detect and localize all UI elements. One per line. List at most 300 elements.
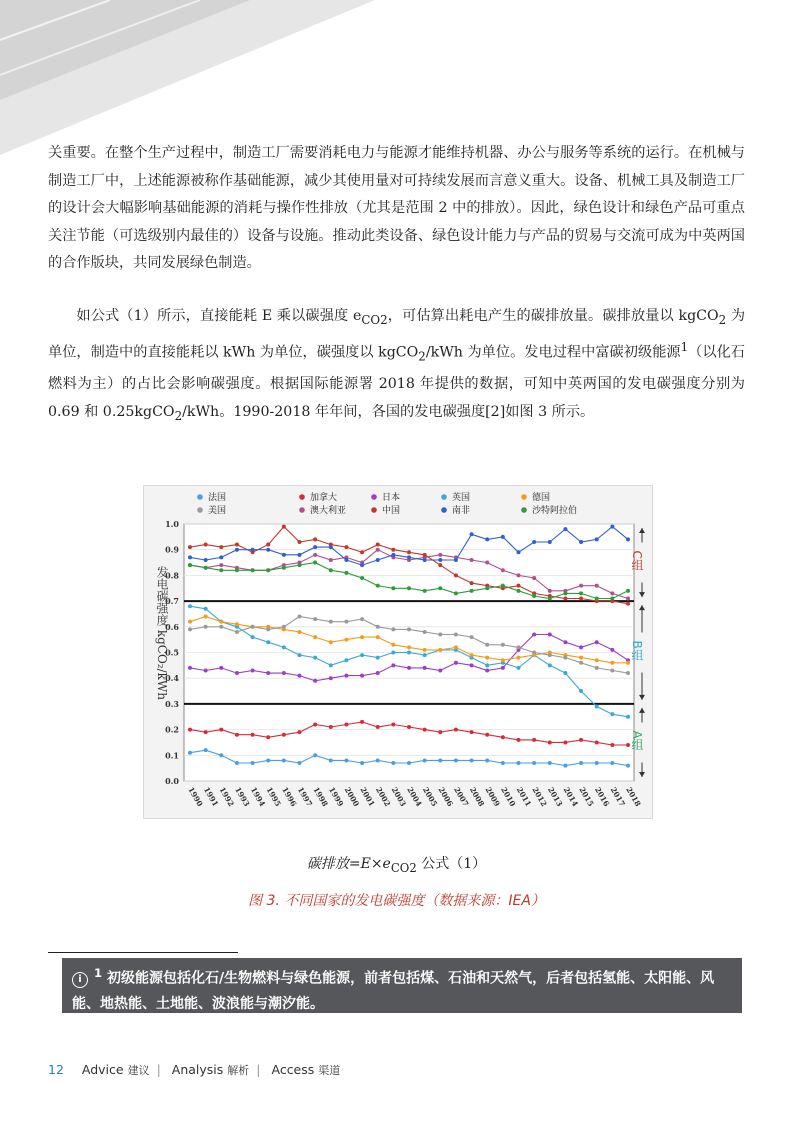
data-point xyxy=(219,728,223,732)
legend-label: 加拿大 xyxy=(310,493,338,503)
y-tick-label: 0.5 xyxy=(165,647,179,658)
data-point xyxy=(329,558,333,562)
legend-marker xyxy=(371,507,377,513)
data-point xyxy=(438,563,442,567)
data-point xyxy=(251,761,255,765)
data-point xyxy=(329,640,333,644)
data-point xyxy=(517,738,521,742)
data-point xyxy=(610,743,614,747)
data-point xyxy=(470,589,474,593)
data-point xyxy=(329,725,333,729)
data-point xyxy=(438,758,442,762)
data-point xyxy=(626,602,630,606)
footer-analysis[interactable]: Analysis 解析 xyxy=(171,1062,250,1077)
data-point xyxy=(376,625,380,629)
data-point xyxy=(329,663,333,667)
data-point xyxy=(579,591,583,595)
data-point xyxy=(266,758,270,762)
data-point xyxy=(329,758,333,762)
data-point xyxy=(298,630,302,634)
data-point xyxy=(626,661,630,665)
data-point xyxy=(329,676,333,680)
data-point xyxy=(501,584,505,588)
data-point xyxy=(485,733,489,737)
x-tick-label: 2004 xyxy=(405,785,424,809)
data-point xyxy=(438,730,442,734)
data-point xyxy=(517,656,521,660)
data-point xyxy=(532,594,536,598)
data-point xyxy=(235,568,239,572)
footer-advice[interactable]: Advice 建议 xyxy=(81,1062,150,1077)
data-point xyxy=(391,586,395,590)
data-point xyxy=(204,566,208,570)
data-point xyxy=(579,689,583,693)
data-point xyxy=(298,674,302,678)
data-point xyxy=(517,761,521,765)
data-point xyxy=(501,666,505,670)
data-point xyxy=(548,540,552,544)
data-point xyxy=(282,553,286,557)
data-point xyxy=(501,568,505,572)
data-point xyxy=(313,656,317,660)
y-tick-label: 0.6 xyxy=(165,621,179,632)
data-point xyxy=(313,617,317,621)
data-point xyxy=(376,635,380,639)
group-arrow xyxy=(639,592,645,597)
data-point xyxy=(251,668,255,672)
data-point xyxy=(360,550,364,554)
data-point xyxy=(407,586,411,590)
data-point xyxy=(423,589,427,593)
data-point xyxy=(313,545,317,549)
legend-label: 中国 xyxy=(382,506,401,516)
data-point xyxy=(282,758,286,762)
data-point xyxy=(595,640,599,644)
data-point xyxy=(485,668,489,672)
legend-marker xyxy=(299,494,305,500)
data-point xyxy=(610,668,614,672)
data-point xyxy=(407,550,411,554)
data-point xyxy=(517,573,521,577)
data-point xyxy=(391,643,395,647)
data-point xyxy=(454,591,458,595)
x-tick-label: 1999 xyxy=(327,785,346,809)
data-point xyxy=(344,658,348,662)
data-point xyxy=(391,651,395,655)
data-point xyxy=(470,532,474,536)
x-tick-label: 2014 xyxy=(561,785,580,809)
data-point xyxy=(517,666,521,670)
data-point xyxy=(579,738,583,742)
data-point xyxy=(235,622,239,626)
data-point xyxy=(485,586,489,590)
x-tick-label: 1993 xyxy=(233,785,252,809)
data-point xyxy=(610,525,614,529)
x-tick-label: 1995 xyxy=(264,785,283,809)
data-point xyxy=(204,607,208,611)
data-point xyxy=(563,671,567,675)
y-axis-label: 发电碳强度 kgCO₂/kWh xyxy=(155,566,169,700)
data-point xyxy=(188,751,192,755)
data-point xyxy=(610,761,614,765)
data-point xyxy=(454,758,458,762)
page-footer: 12 Advice 建议 | Analysis 解析 | Access 渠道 xyxy=(48,1062,341,1077)
data-point xyxy=(454,645,458,649)
legend-label: 英国 xyxy=(452,493,471,503)
data-point xyxy=(423,630,427,634)
legend-marker xyxy=(521,507,527,513)
y-tick-label: 0.0 xyxy=(165,776,179,786)
data-point xyxy=(532,761,536,765)
data-point xyxy=(423,653,427,657)
data-point xyxy=(470,635,474,639)
data-point xyxy=(423,553,427,557)
data-point xyxy=(407,761,411,765)
data-point xyxy=(470,663,474,667)
data-point xyxy=(595,761,599,765)
data-point xyxy=(219,666,223,670)
data-point xyxy=(376,558,380,562)
data-point xyxy=(360,674,364,678)
legend-label: 澳大利亚 xyxy=(310,506,347,516)
x-tick-label: 2008 xyxy=(467,785,487,809)
data-point xyxy=(266,548,270,552)
x-tick-label: 2002 xyxy=(373,785,393,809)
data-point xyxy=(501,658,505,662)
data-point xyxy=(407,666,411,670)
data-point xyxy=(313,722,317,726)
data-point xyxy=(360,635,364,639)
data-point xyxy=(219,555,223,559)
data-point xyxy=(423,558,427,562)
data-point xyxy=(376,656,380,660)
legend-marker xyxy=(441,494,447,500)
page-number: 12 xyxy=(48,1062,64,1077)
data-point xyxy=(219,563,223,567)
data-point xyxy=(266,627,270,631)
data-point xyxy=(610,712,614,716)
data-point xyxy=(360,761,364,765)
data-point xyxy=(235,630,239,634)
data-point xyxy=(548,653,552,657)
data-point xyxy=(438,668,442,672)
data-point xyxy=(360,576,364,580)
data-point xyxy=(454,661,458,665)
x-tick-label: 2006 xyxy=(436,785,455,809)
x-tick-label: 2012 xyxy=(530,785,549,809)
x-tick-label: 1990 xyxy=(186,785,205,809)
data-point xyxy=(626,715,630,719)
data-point xyxy=(438,558,442,562)
data-point xyxy=(423,728,427,732)
data-point xyxy=(407,555,411,559)
data-point xyxy=(595,597,599,601)
legend-marker xyxy=(371,494,377,500)
group-label: C组 xyxy=(630,550,644,571)
data-point xyxy=(298,563,302,567)
data-point xyxy=(563,740,567,744)
group-arrow xyxy=(639,708,645,713)
data-point xyxy=(329,545,333,549)
data-point xyxy=(313,635,317,639)
legend-marker xyxy=(299,507,305,513)
data-point xyxy=(235,671,239,675)
data-point xyxy=(298,540,302,544)
data-point xyxy=(626,671,630,675)
data-point xyxy=(313,753,317,757)
data-point xyxy=(266,543,270,547)
data-point xyxy=(579,597,583,601)
data-point xyxy=(595,537,599,541)
data-point xyxy=(407,627,411,631)
data-point xyxy=(298,761,302,765)
legend-label: 南非 xyxy=(452,506,471,516)
data-point xyxy=(501,643,505,647)
info-icon: i xyxy=(72,972,88,988)
data-point xyxy=(595,658,599,662)
data-point xyxy=(360,720,364,724)
y-tick-label: 1.0 xyxy=(165,519,179,529)
data-point xyxy=(391,548,395,552)
footnote-text: 初级能源包括化石/生物燃料与绿色能源，前者包括煤、石油和天然气，后者包括氢能、太阳能、风能、地热能、土地能、波浪能与潮汐能。 xyxy=(72,970,715,1012)
group-arrow xyxy=(639,528,645,533)
data-point xyxy=(485,656,489,660)
y-tick-label: 0.2 xyxy=(165,724,179,735)
data-point xyxy=(438,633,442,637)
data-point xyxy=(470,758,474,762)
data-point xyxy=(219,568,223,572)
legend-marker xyxy=(441,507,447,513)
footnote-rule xyxy=(48,952,238,953)
footer-access[interactable]: Access 渠道 xyxy=(271,1062,341,1077)
data-point xyxy=(454,728,458,732)
data-point xyxy=(376,725,380,729)
data-point xyxy=(548,633,552,637)
group-arrow xyxy=(639,605,645,610)
data-point xyxy=(188,545,192,549)
data-point xyxy=(188,666,192,670)
data-point xyxy=(188,620,192,624)
data-point xyxy=(610,648,614,652)
data-point xyxy=(563,764,567,768)
group-label: B组 xyxy=(630,640,644,661)
formula-1: 碳排放$=E\times e_{CO2}$ 公式（1） xyxy=(306,856,487,875)
data-point xyxy=(595,740,599,744)
legend-label: 德国 xyxy=(532,493,551,503)
corner-decoration xyxy=(0,0,400,160)
data-point xyxy=(391,761,395,765)
data-point xyxy=(313,553,317,557)
data-point xyxy=(204,668,208,672)
data-point xyxy=(298,653,302,657)
data-point xyxy=(204,615,208,619)
data-point xyxy=(219,545,223,549)
data-point xyxy=(532,651,536,655)
data-point xyxy=(298,615,302,619)
x-tick-label: 2001 xyxy=(358,785,377,809)
x-tick-label: 2000 xyxy=(342,785,361,809)
data-point xyxy=(344,722,348,726)
data-point xyxy=(391,627,395,631)
data-point xyxy=(313,537,317,541)
data-point xyxy=(344,545,348,549)
data-point xyxy=(251,568,255,572)
data-point xyxy=(470,653,474,657)
data-point xyxy=(517,550,521,554)
data-point xyxy=(563,640,567,644)
data-point xyxy=(454,558,458,562)
figure-caption: 图 3. 不同国家的发电碳强度（数据来源：IEA） xyxy=(248,893,545,909)
data-point xyxy=(376,758,380,762)
data-point xyxy=(282,671,286,675)
data-point xyxy=(313,679,317,683)
data-point xyxy=(407,725,411,729)
legend-label: 日本 xyxy=(382,493,401,503)
data-point xyxy=(548,589,552,593)
data-point xyxy=(204,558,208,562)
legend-label: 法国 xyxy=(208,493,227,503)
data-point xyxy=(579,645,583,649)
data-point xyxy=(423,666,427,670)
data-point xyxy=(438,553,442,557)
y-tick-label: 0.3 xyxy=(165,698,179,709)
data-point xyxy=(485,758,489,762)
data-point xyxy=(548,740,552,744)
y-tick-label: 0.7 xyxy=(165,596,179,607)
data-point xyxy=(423,648,427,652)
footnote-box xyxy=(62,958,742,1013)
data-point xyxy=(235,733,239,737)
legend-marker xyxy=(197,507,203,513)
data-point xyxy=(188,728,192,732)
data-point xyxy=(485,561,489,565)
data-point xyxy=(235,548,239,552)
footnote-mark: 1 xyxy=(94,966,103,980)
data-point xyxy=(548,597,552,601)
data-point xyxy=(548,663,552,667)
data-point xyxy=(266,640,270,644)
data-point xyxy=(501,735,505,739)
y-tick-label: 0.9 xyxy=(165,544,179,555)
data-point xyxy=(485,663,489,667)
x-tick-label: 1991 xyxy=(201,785,221,809)
x-tick-label: 2003 xyxy=(389,785,408,809)
data-point xyxy=(251,548,255,552)
x-tick-label: 2016 xyxy=(592,785,612,809)
data-point xyxy=(579,584,583,588)
data-point xyxy=(188,563,192,567)
data-point xyxy=(563,656,567,660)
data-point xyxy=(470,730,474,734)
data-point xyxy=(204,543,208,547)
body-paragraph-2: 如公式（1）所示，直接能耗 E 乘以碳强度 $e_{CO2}$，可估算出耗电产生的碳排放量。碳排放量以 kgCO$_2$ 为单位，制造中的直接能耗以 kWh 为单位，碳强度以 kgCO$_2$/kWh 为单位。发电过程中富碳初级能源$^1$（以化石燃料为主）的占比会影响碳强度。根据国际能源署 2018 年提供的数据，可知中英两国的发电碳强度分别为 0.69 和 0.25kgCO$_2$/kWh。1990-2018 年年间，各国的发电碳强度[2]如图 3 所示。 xyxy=(48,308,746,423)
x-tick-label: 1992 xyxy=(217,785,236,809)
data-point xyxy=(610,661,614,665)
data-point xyxy=(391,663,395,667)
data-point xyxy=(517,589,521,593)
y-tick-label: 0.4 xyxy=(165,673,179,684)
data-point xyxy=(517,584,521,588)
data-point xyxy=(595,584,599,588)
data-point xyxy=(391,722,395,726)
x-tick-label: 2009 xyxy=(483,785,502,809)
data-point xyxy=(219,625,223,629)
x-tick-label: 2017 xyxy=(608,785,627,809)
data-point xyxy=(438,648,442,652)
data-point xyxy=(219,620,223,624)
data-point xyxy=(610,597,614,601)
data-point xyxy=(204,730,208,734)
data-point xyxy=(266,568,270,572)
data-point xyxy=(532,540,536,544)
data-point xyxy=(344,620,348,624)
data-point xyxy=(344,638,348,642)
legend-marker xyxy=(521,494,527,500)
data-point xyxy=(595,704,599,708)
data-point xyxy=(438,586,442,590)
data-point xyxy=(470,558,474,562)
x-tick-label: 2015 xyxy=(577,785,596,809)
data-point xyxy=(282,566,286,570)
data-point xyxy=(282,625,286,629)
x-tick-label: 2010 xyxy=(499,785,518,809)
data-point xyxy=(626,764,630,768)
data-point xyxy=(610,591,614,595)
data-point xyxy=(188,555,192,559)
data-point xyxy=(501,535,505,539)
y-tick-label: 0.8 xyxy=(165,570,179,581)
data-point xyxy=(235,543,239,547)
x-tick-label: 2011 xyxy=(514,785,533,809)
data-point xyxy=(298,553,302,557)
data-point xyxy=(251,733,255,737)
data-point xyxy=(376,543,380,547)
body-paragraph-1: 关重要。在整个生产过程中，制造工厂需要消耗电力与能源才能维持机器、办公与服务等系统的运行。在机械与制造工厂中，上述能源被称作基础能源，减少其使用量对可持续发展而言意义重大。设备、机械工具及制造工厂的设计会大幅影响基础能源的消耗与操作性排放（尤其是范围 2 中的排放）。因此，绿色设计和绿色产品可重点关注节能（可选级别内最佳的）设备与设施。推动此类设备、绿色设计能力与产品的贸易与交流可成为中英两国的合作版块，共同发展绿色制造。 xyxy=(48,145,745,271)
data-point xyxy=(344,558,348,562)
data-point xyxy=(329,568,333,572)
legend-label: 沙特阿拉伯 xyxy=(532,506,578,516)
data-point xyxy=(360,617,364,621)
data-point xyxy=(579,761,583,765)
data-point xyxy=(282,645,286,649)
x-tick-label: 1998 xyxy=(311,785,330,809)
data-point xyxy=(235,761,239,765)
data-point xyxy=(626,537,630,541)
data-point xyxy=(579,661,583,665)
data-point xyxy=(626,589,630,593)
data-point xyxy=(376,584,380,588)
data-point xyxy=(344,571,348,575)
x-tick-label: 1994 xyxy=(248,785,268,809)
group-arrow xyxy=(639,695,645,700)
x-tick-label: 2007 xyxy=(452,785,471,809)
data-point xyxy=(251,635,255,639)
data-point xyxy=(298,730,302,734)
y-tick-label: 0.1 xyxy=(165,750,179,761)
data-point xyxy=(423,758,427,762)
x-tick-label: 2018 xyxy=(624,785,643,809)
data-point xyxy=(626,597,630,601)
legend-marker xyxy=(197,494,203,500)
data-point xyxy=(501,761,505,765)
data-point xyxy=(251,625,255,629)
data-point xyxy=(344,758,348,762)
carbon-intensity-chart xyxy=(144,486,652,818)
data-point xyxy=(188,627,192,631)
data-point xyxy=(563,527,567,531)
data-point xyxy=(517,645,521,649)
data-point xyxy=(454,573,458,577)
